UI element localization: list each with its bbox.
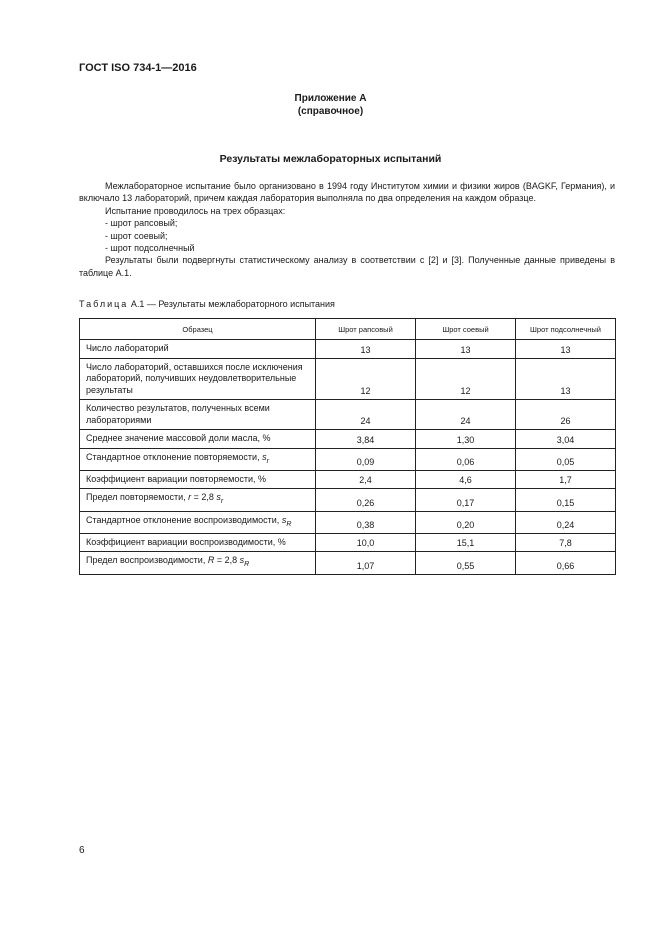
table-cell: 4,6: [416, 470, 516, 489]
table-caption-prefix: Таблица: [79, 299, 129, 309]
column-header: Шрот соевый: [416, 319, 516, 340]
row-label: Среднее значение массовой доли масла, %: [80, 430, 316, 449]
row-label: Коэффициент вариации воспроизводимости, %: [80, 533, 316, 552]
row-label: Предел повторяемости, r = 2,8 $s_r$: [80, 489, 316, 511]
table-cell: 0,15: [516, 489, 616, 511]
column-header: Образец: [80, 319, 316, 340]
table-cell: 1,7: [516, 470, 616, 489]
table-cell: 12: [416, 358, 516, 400]
table-caption-text: А.1 — Результаты межлабораторного испытания: [130, 299, 335, 309]
table-row: [80, 340, 616, 359]
appendix-subtitle: (справочное): [297, 106, 364, 117]
table-cell: 10,0: [316, 533, 416, 552]
table-cell: 1,07: [316, 552, 416, 574]
table-cell: 13: [516, 358, 616, 400]
table-cell: 3,84: [316, 430, 416, 449]
table-row: [80, 358, 616, 400]
row-label: Коэффициент вариации повторяемости, %: [80, 470, 316, 489]
table-cell: 0,20: [416, 511, 516, 533]
section-title: Результаты межлабораторных испытаний: [219, 153, 442, 165]
table-cell: 24: [316, 400, 416, 430]
table-cell: 13: [516, 340, 616, 359]
row-label: Количество результатов, полученных всеми лабораториями: [80, 400, 316, 430]
table-cell: 0,06: [416, 448, 516, 470]
table-row: [80, 489, 616, 511]
table-row: [80, 533, 616, 552]
page-number: 6: [79, 845, 85, 856]
table-header-row: [80, 319, 616, 340]
list-item: - шрот подсолнечный: [105, 243, 195, 254]
table-cell: 13: [316, 340, 416, 359]
table-cell: 0,66: [516, 552, 616, 574]
table-cell: 0,24: [516, 511, 616, 533]
table-cell: 0,05: [516, 448, 616, 470]
table-row: [80, 511, 616, 533]
table-cell: 7,8: [516, 533, 616, 552]
table-caption: [79, 299, 335, 309]
table-cell: 1,30: [416, 430, 516, 449]
row-label: Стандартное отклонение повторяемости, $s_r$: [80, 448, 316, 470]
table-cell: 0,26: [316, 489, 416, 511]
table-row: [80, 400, 616, 430]
table-row: [80, 448, 616, 470]
table-cell: 2,4: [316, 470, 416, 489]
table-cell: 13: [416, 340, 516, 359]
document-code: ГОСТ ISO 734-1—2016: [79, 62, 197, 74]
row-label: Число лабораторий: [80, 340, 316, 359]
column-header: Шрот подсолнечный: [516, 319, 616, 340]
table-cell: 12: [316, 358, 416, 400]
results-table: [79, 318, 616, 575]
table-cell: 0,38: [316, 511, 416, 533]
paragraph-results: Результаты были подвергнуты статистическому анализу в соответствии с [2] и [3]. Полученные данные приведены в таблице А.1.: [79, 255, 615, 278]
table-row: [80, 470, 616, 489]
appendix-heading: [0, 92, 661, 118]
table-cell: 15,1: [416, 533, 516, 552]
row-label: Число лабораторий, оставшихся после исключения лабораторий, получивших неудовлетворительные результаты: [80, 358, 316, 400]
table-cell: 26: [516, 400, 616, 430]
table-row: [80, 430, 616, 449]
row-label: Стандартное отклонение воспроизводимости, $s_R$: [80, 511, 316, 533]
paragraph-intro: Межлабораторное испытание было организовано в 1994 году Институтом химии и физики жиров (BAGKF, Германия), и включало 13 лабораторий, причем каждая лаборатория выполняла по два определения на каждом образце.: [79, 181, 615, 204]
table-cell: 0,17: [416, 489, 516, 511]
body-text: [79, 180, 615, 279]
table-cell: 0,55: [416, 552, 516, 574]
table-cell: 3,04: [516, 430, 616, 449]
table-cell: 0,09: [316, 448, 416, 470]
paragraph-samples: Испытание проводилось на трех образцах:: [105, 205, 286, 216]
appendix-title: Приложение А: [294, 93, 367, 104]
row-label: Предел воспроизводимости, R = 2,8 $s_R$: [80, 552, 316, 574]
column-header: Шрот рапсовый: [316, 319, 416, 340]
table-cell: 24: [416, 400, 516, 430]
table-row: [80, 552, 616, 574]
list-item: - шрот рапсовый;: [105, 218, 178, 229]
list-item: - шрот соевый;: [105, 230, 168, 241]
